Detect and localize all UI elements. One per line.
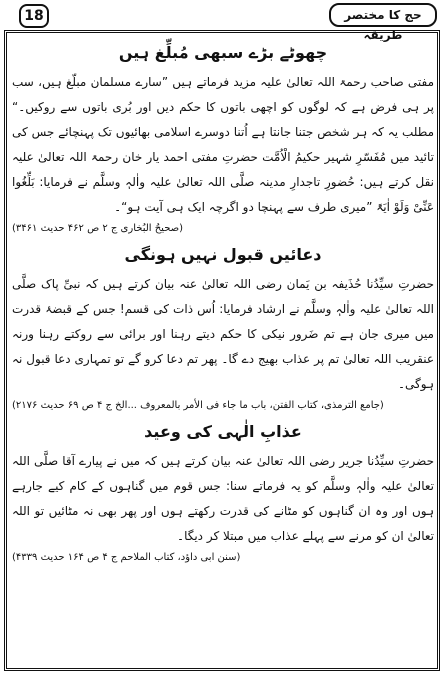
section-heading-mubalagh: چھوٹے بڑے سبھی مُبلِّغ ہیں bbox=[118, 43, 328, 62]
reference-bukhari: (صحیحُ البُخاری ج ۲ ص ۴۶۲ حدیث ۳۴۶۱) bbox=[12, 223, 184, 234]
section-paragraph-duain: حضرتِ سیِّدُنا حُذَیفہ بن یَمان رضی اللہ تعالیٰ عنہ بیان کرتے ہیں کہ نبیِّ پاک صلَّی اللہ تعالیٰ علیہ واٰلہٖ وسلَّم نے ارشاد فرمایا: اُس ذات کی قسم! جس کے قبضۂ قدرت میں میری جان ہے تم ضَرور نیکی کا حکم دیتے رہنا اور برائی سے روکتے رہنا ورنہ عنقریب اللہ تعالیٰ تم پر عذاب بھیج دے گا۔ پھر تم دعا کرو گے تو تمہاری دعا قبول نہ ہوگی۔ bbox=[12, 277, 434, 391]
section-heading-duain: دعائیں قبول نہیں ہونگی bbox=[124, 245, 322, 264]
section-paragraph-mubalagh: مفتی صاحب رحمۃ اللہ تعالیٰ علیہ مزید فرماتے ہیں ”سارے مسلمان مبلّغ ہیں، سب پر ہی فرض ہے کہ لوگوں کو اچھی باتوں کا حکم دیں اور بُری باتوں سے روکیں۔“ مطلب یہ کہ ہر شخص جتنا جانتا ہے اُتنا دوسرے اسلامی بھائیوں تک پہنچائے جس کی تائید میں مُفَسّرِ شہیر حکیمُ الْاُمَّت حضرتِ مفتی احمد یار خان رحمۃ اللہ تعالیٰ علیہ نقل کرتے ہیں: حُضورِ تاجدارِ مدینہ صلَّی اللہ تعالیٰ علیہ واٰلہٖ وسلَّم نے فرمایا: بَلِّغُوا عَنِّیْ وَلَوْ اٰیَۃً ”میری طرف سے پہنچا دو اگرچہ ایک ہی آیت ہو“۔ bbox=[12, 75, 434, 214]
section-paragraph-azab: حضرتِ سیِّدُنا جریر رضی اللہ تعالیٰ عنہ بیان کرتے ہیں کہ میں نے پیارے آقا صلَّی اللہ تعالیٰ علیہ واٰلہٖ وسلَّم کو یہ فرماتے سنا: جس قوم میں گناہوں کے کام کیے جارہے ہوں اور وہ ان گناہوں کو مٹانے کی قدرت رکھتے ہوں اور پھر بھی نہ مٹائیں تو اللہ تعالیٰ ان کو مرنے سے پہلے عذاب میں مبتلا کر دیگا۔ bbox=[12, 454, 434, 543]
running-title: حج کا مختصر طریقہ bbox=[329, 3, 437, 27]
section-heading-azab: عذابِ الٰہی کی وعید bbox=[144, 422, 302, 441]
reference-abu-dawud: (سنن ابی داؤد، کتاب الملاحم ج ۴ ص ۱۶۴ حدیث ۴۳۳۹) bbox=[12, 552, 241, 563]
page-content bbox=[12, 36, 434, 666]
page-number: 18 bbox=[19, 4, 49, 28]
reference-tirmidhi: (جامع الترمذی، کتاب الفتن، باب ما جاء فی الأمر بالمعروف ...الخ ج ۴ ص ۶۹ حدیث ۲۱۷۶) bbox=[12, 400, 384, 411]
